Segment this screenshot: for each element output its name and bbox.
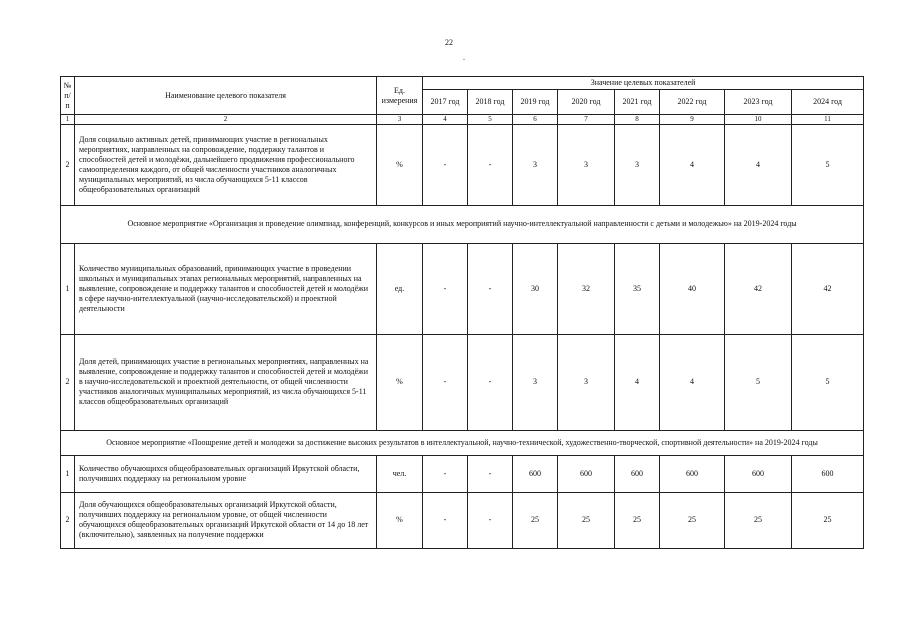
column-number: 8 <box>615 115 660 125</box>
value-cell: - <box>423 455 468 492</box>
value-cell: 4 <box>615 334 660 430</box>
value-cell: - <box>468 455 513 492</box>
value-cell: - <box>423 243 468 334</box>
indicator-unit: % <box>377 492 423 548</box>
value-cell: 3 <box>513 124 558 205</box>
column-number: 1 <box>61 115 75 125</box>
value-cell: 600 <box>792 455 864 492</box>
indicator-name: Доля обучающихся общеобразовательных организаций Иркутской области, получивших поддержку на региональном уровне, от общей численности обучающихся общеобразовательных организаций Иркутской области от 14 до 18 лет (включительно), заявленных на получение поддержки <box>75 492 377 548</box>
value-cell: 30 <box>513 243 558 334</box>
indicator-name: Количество муниципальных образований, принимающих участие в проведении школьных и муниципальных этапах региональных мероприятий, направленных на выявление, сопровождение и поддержку талантов и способностей детей и молодёжи в сфере научно-интеллектуальной (научно-исследовательской) и проектной деятельности <box>75 243 377 334</box>
column-number: 5 <box>468 115 513 125</box>
value-cell: 25 <box>792 492 864 548</box>
column-number: 10 <box>725 115 792 125</box>
value-cell: - <box>423 124 468 205</box>
value-cell: 25 <box>615 492 660 548</box>
value-cell: - <box>468 124 513 205</box>
value-cell: 5 <box>792 334 864 430</box>
value-cell: 32 <box>558 243 615 334</box>
value-cell: 25 <box>660 492 725 548</box>
section-row <box>61 205 864 243</box>
header-values-group: Значение целевых показателей <box>423 77 864 90</box>
section-title: Основное мероприятие «Поощрение детей и молодежи за достижение высоких результатов в интеллектуальной, научно-технической, художественно-творческой, спортивной деятельности» на 2019-2024 годы <box>61 430 864 455</box>
table-row <box>61 455 864 492</box>
column-number: 3 <box>377 115 423 125</box>
value-cell: 35 <box>615 243 660 334</box>
value-cell: 5 <box>792 124 864 205</box>
value-cell: 600 <box>513 455 558 492</box>
value-cell: 3 <box>513 334 558 430</box>
value-cell: - <box>468 334 513 430</box>
value-cell: 3 <box>558 124 615 205</box>
indicator-unit: % <box>377 334 423 430</box>
value-cell: 25 <box>558 492 615 548</box>
table-row <box>61 243 864 334</box>
header-row <box>61 77 864 90</box>
header-year: 2023 год <box>725 90 792 115</box>
section-row <box>61 430 864 455</box>
column-number: 2 <box>75 115 377 125</box>
column-number: 4 <box>423 115 468 125</box>
table-row <box>61 334 864 430</box>
value-cell: 4 <box>660 124 725 205</box>
indicator-name: Количество обучающихся общеобразовательных организаций Иркутской области, получивших поддержку на региональном уровне <box>75 455 377 492</box>
indicator-unit: чел. <box>377 455 423 492</box>
column-number: 9 <box>660 115 725 125</box>
value-cell: - <box>468 492 513 548</box>
column-number: 7 <box>558 115 615 125</box>
row-number: 1 <box>61 455 75 492</box>
header-unit: Ед. измерения <box>377 77 423 115</box>
row-number: 2 <box>61 334 75 430</box>
value-cell: 3 <box>615 124 660 205</box>
value-cell: 25 <box>513 492 558 548</box>
value-cell: 4 <box>725 124 792 205</box>
header-year: 2024 год <box>792 90 864 115</box>
row-number: 1 <box>61 243 75 334</box>
value-cell: - <box>468 243 513 334</box>
header-year: 2020 год <box>558 90 615 115</box>
header-no: № п/п <box>61 77 75 115</box>
value-cell: 600 <box>558 455 615 492</box>
value-cell: 42 <box>792 243 864 334</box>
column-number: 6 <box>513 115 558 125</box>
header-name: Наименование целевого показателя <box>75 77 377 115</box>
row-number: 2 <box>61 124 75 205</box>
row-number: 2 <box>61 492 75 548</box>
value-cell: 42 <box>725 243 792 334</box>
page-number: 22 <box>445 38 453 47</box>
header-year: 2018 год <box>468 90 513 115</box>
indicator-unit: % <box>377 124 423 205</box>
table-row <box>61 124 864 205</box>
table-row <box>61 492 864 548</box>
value-cell: 40 <box>660 243 725 334</box>
header-year: 2017 год <box>423 90 468 115</box>
value-cell: 3 <box>558 334 615 430</box>
indicator-name: Доля детей, принимающих участие в региональных мероприятиях, направленных на выявление, сопровождение и поддержку талантов и способностей детей и молодёжи в научно-исследовательской и проектной деятельности, от общей численности участников аналогичных муниципальных мероприятий, из числа обучающихся 5-11 классов общеобразовательных организаций <box>75 334 377 430</box>
value-cell: 600 <box>660 455 725 492</box>
header-year: 2021 год <box>615 90 660 115</box>
header-year: 2022 год <box>660 90 725 115</box>
value-cell: 25 <box>725 492 792 548</box>
value-cell: - <box>423 492 468 548</box>
value-cell: 600 <box>615 455 660 492</box>
page-dot: . <box>463 53 465 62</box>
section-title: Основное мероприятие «Организация и проведение олимпиад, конференций, конкурсов и иных мероприятий научно-интеллектуальной направленности с детьми и молодежью» на 2019-2024 годы <box>61 205 864 243</box>
indicator-name: Доля социально активных детей, принимающих участие в региональных мероприятиях, направленных на сопровождение, поддержку талантов и способностей детей и молодёжи, дальнейшего продвижения профессионального самоопределения каждого, от общей численности участников аналогичных муниципальных мероприятий, из числа обучающихся 5-11 классов общеобразовательных организаций <box>75 124 377 205</box>
indicator-unit: ед. <box>377 243 423 334</box>
column-number: 11 <box>792 115 864 125</box>
indicators-table <box>60 76 864 549</box>
header-year: 2019 год <box>513 90 558 115</box>
value-cell: 600 <box>725 455 792 492</box>
value-cell: 5 <box>725 334 792 430</box>
value-cell: 4 <box>660 334 725 430</box>
column-numbers-row <box>61 115 864 125</box>
value-cell: - <box>423 334 468 430</box>
